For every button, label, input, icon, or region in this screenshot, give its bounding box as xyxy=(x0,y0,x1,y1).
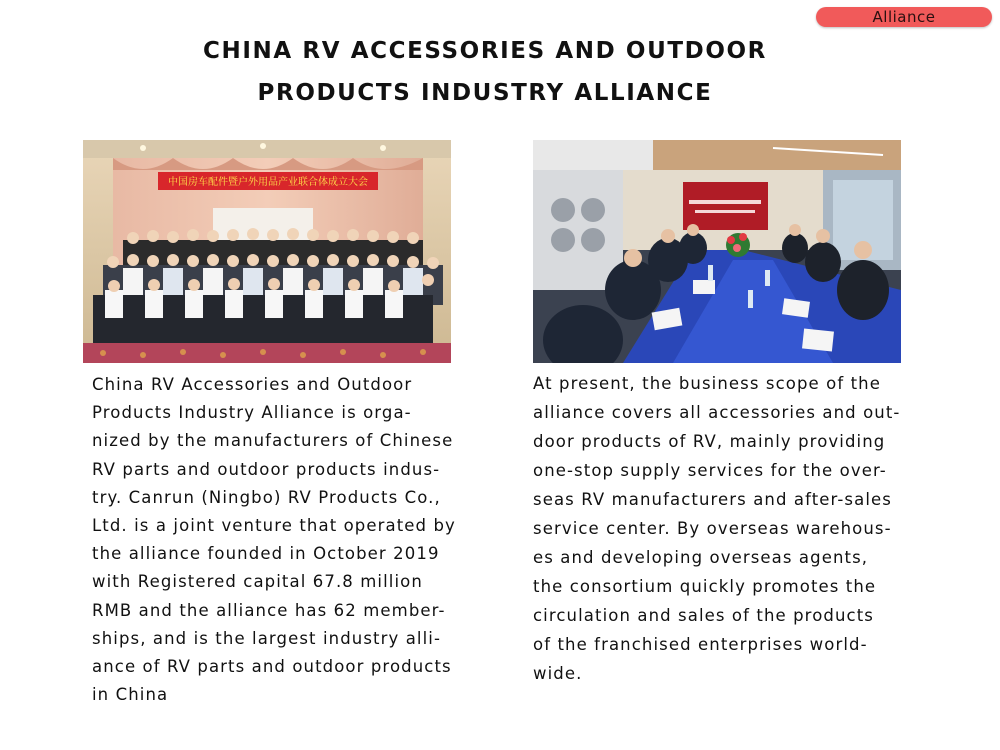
para-left-line: the alliance founded in October 2019 xyxy=(92,544,440,564)
para-right-line: door products of RV, mainly providing xyxy=(533,432,886,451)
para-left-line: ance of RV parts and outdoor products xyxy=(92,657,452,677)
para-right-line: At present, the business scope of the xyxy=(533,374,881,393)
para-right-line: wide. xyxy=(533,664,583,683)
para-left-line: Products Industry Alliance is orga- xyxy=(92,403,412,423)
para-right-line: one-stop supply services for the over- xyxy=(533,461,887,480)
para-left-line: China RV Accessories and Outdoor xyxy=(92,375,413,394)
para-left-line: Ltd. is a joint venture that operated by xyxy=(92,516,456,536)
title-line-2: PRODUCTS INDUSTRY ALLIANCE xyxy=(257,80,713,106)
para-right-line: seas RV manufacturers and after-sales xyxy=(533,490,892,509)
title-line-1: CHINA RV ACCESSORIES AND OUTDOOR xyxy=(203,38,767,64)
business-scope-description xyxy=(533,369,908,688)
para-left-line: RMB and the alliance has 62 member- xyxy=(92,600,446,620)
para-right-line: the consortium quickly promotes the xyxy=(533,577,877,596)
para-left-line: nized by the manufacturers of Chinese xyxy=(92,431,454,451)
para-right-line: es and developing overseas agents, xyxy=(533,548,869,567)
para-left-line: ships, and is the largest industry alli- xyxy=(92,628,442,648)
group-photo-illustration xyxy=(83,140,451,363)
para-right-line: of the franchised enterprises world- xyxy=(533,635,868,654)
page-title xyxy=(180,30,790,114)
group-photo xyxy=(83,140,451,363)
meeting-room-photo xyxy=(533,140,901,363)
meeting-room-illustration xyxy=(533,140,901,363)
para-right-line: service center. By overseas warehous- xyxy=(533,519,892,538)
para-left-line: RV parts and outdoor products indus- xyxy=(92,459,441,479)
para-right-line: circulation and sales of the products xyxy=(533,606,874,625)
alliance-badge[interactable]: Alliance xyxy=(816,7,992,27)
banner-text: 中国房车配件暨户外用品产业联合体成立大会 xyxy=(168,177,368,188)
para-left-line: try. Canrun (Ningbo) RV Products Co., xyxy=(92,487,441,507)
para-left-line: with Registered capital 67.8 million xyxy=(92,572,423,592)
alliance-description xyxy=(92,371,467,709)
para-left-line: in China xyxy=(92,685,169,705)
para-right-line: alliance covers all accessories and out- xyxy=(533,403,901,422)
